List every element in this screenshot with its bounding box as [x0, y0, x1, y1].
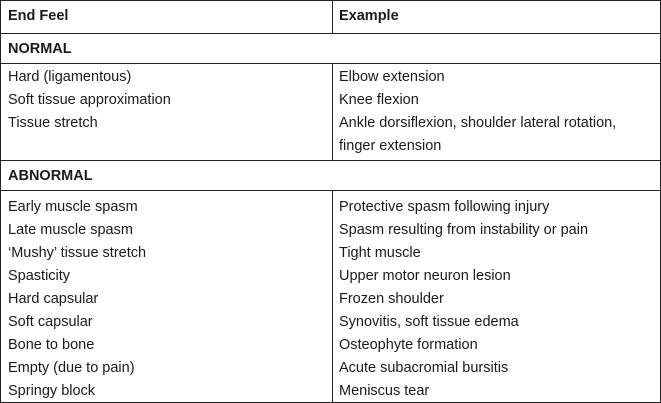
table-cell-example: Knee flexion [339, 92, 419, 108]
section-title-normal: NORMAL [8, 41, 72, 57]
section-heading-normal [1, 34, 660, 63]
table-cell-end-feel: Bone to bone [8, 337, 95, 353]
section-body-abnormal [1, 196, 660, 403]
end-feel-column [1, 66, 332, 135]
table-cell-example: Meniscus tear [339, 383, 430, 399]
table-cell-end-feel: Soft tissue approximation [8, 92, 171, 108]
table-cell-example: Elbow extension [339, 69, 445, 85]
table-cell-end-feel: Hard capsular [8, 291, 99, 307]
table-cell-end-feel: Early muscle spasm [8, 199, 138, 215]
example-column [332, 66, 660, 158]
column-divider-header [332, 1, 333, 33]
table-header-row [1, 1, 660, 33]
divider-line [1, 63, 660, 64]
table-cell-end-feel: Spasticity [8, 268, 71, 284]
example-column [332, 196, 660, 403]
table-cell-example: Upper motor neuron lesion [339, 268, 511, 284]
table-cell-example: Ankle dorsiflexion, shoulder lateral rotation, [339, 115, 617, 131]
table-cell-end-feel: Tissue stretch [8, 115, 98, 131]
table-cell-example: Acute subacromial bursitis [339, 360, 509, 376]
table-cell-example: Spasm resulting from instability or pain [339, 222, 589, 238]
section-body-normal [1, 66, 660, 158]
section-title-abnormal: ABNORMAL [8, 168, 93, 184]
table-cell-end-feel: ‘Mushy’ tissue stretch [8, 245, 147, 261]
table-cell-end-feel: Late muscle spasm [8, 222, 133, 238]
column-header-end-feel: End Feel [8, 8, 69, 24]
end-feel-column [1, 196, 332, 403]
table-cell-example-continued: finger extension [339, 138, 442, 154]
section-heading-abnormal [1, 161, 660, 190]
table-cell-end-feel: Soft capsular [8, 314, 93, 330]
divider-line [1, 190, 660, 191]
table-cell-end-feel: Hard (ligamentous) [8, 69, 132, 85]
table-cell-example: Tight muscle [339, 245, 421, 261]
table-cell-end-feel: Springy block [8, 383, 96, 399]
table-cell-example: Osteophyte formation [339, 337, 478, 353]
column-divider-normal [332, 64, 333, 160]
table-cell-example: Frozen shoulder [339, 291, 444, 307]
table-cell-example: Synovitis, soft tissue edema [339, 314, 519, 330]
column-header-example: Example [339, 8, 399, 24]
table-cell-end-feel: Empty (due to pain) [8, 360, 135, 376]
column-divider-abnormal [332, 191, 333, 402]
table-cell-example: Protective spasm following injury [339, 199, 550, 215]
